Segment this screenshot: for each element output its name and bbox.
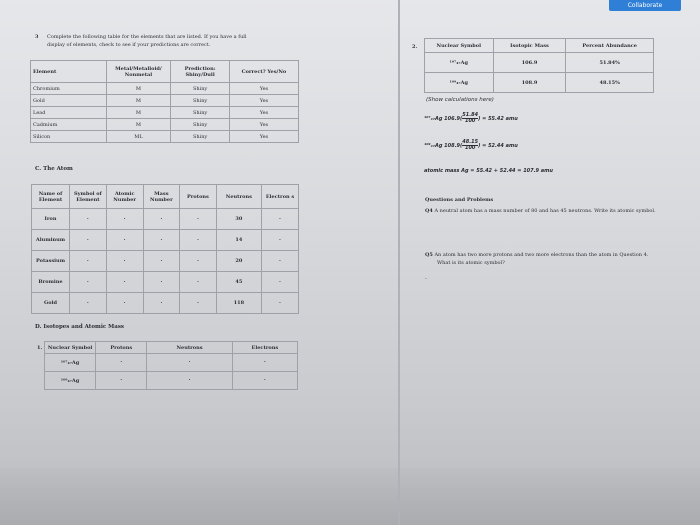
- q3-cell: Gold: [31, 95, 107, 107]
- q5-text-line1: An atom has two more protons and two more electrons than the atom in Question 4.: [434, 252, 649, 258]
- q5-text-line2: What is its atomic symbol?: [437, 260, 505, 266]
- isotope-protons-cell[interactable]: ·: [96, 372, 147, 390]
- atom-element-name: Iron: [32, 209, 70, 230]
- q3-cell: Chromium: [31, 83, 107, 95]
- q3-header-element: Element: [31, 61, 107, 83]
- table-row: [31, 83, 299, 95]
- atomic-number-cell[interactable]: ·: [106, 209, 143, 230]
- table-row: [425, 73, 654, 93]
- questions-title: Questions and Problems: [425, 197, 494, 203]
- mass-number-cell[interactable]: ·: [143, 251, 180, 272]
- protons-cell[interactable]: ·: [180, 293, 217, 314]
- electrons-cell[interactable]: ·: [262, 209, 299, 230]
- atom-header: Protons: [180, 185, 217, 209]
- q3-header-type: Metal/Metalloid/ Nonmetal: [106, 61, 171, 83]
- q3-instructions-line1: Complete the following table for the elements that are listed. If you have a full: [47, 34, 247, 40]
- q3-cell: M: [106, 119, 171, 131]
- isotope-electrons-cell[interactable]: ·: [232, 354, 297, 372]
- table-row: [32, 272, 299, 293]
- table-row: [31, 119, 299, 131]
- mass-number-cell[interactable]: ·: [143, 272, 180, 293]
- calc2-symbol: ¹⁰⁹₄₇Ag: [424, 143, 443, 149]
- section-c-title: C. The Atom: [35, 166, 73, 172]
- isotope-symbol: ¹⁰⁷₄₇Ag: [45, 354, 96, 372]
- symbol-cell[interactable]: ·: [70, 272, 107, 293]
- q5-label: Q5: [425, 252, 433, 258]
- q5-row: [425, 252, 648, 258]
- neutrons-cell: 30: [216, 209, 261, 230]
- q2-cell: ¹⁰⁷₄₇Ag: [425, 53, 494, 73]
- protons-cell[interactable]: ·: [180, 230, 217, 251]
- atomic-mass-line: atomic mass Ag = 55.42 + 52.44 = 107.9 amu: [424, 168, 553, 174]
- q3-cell: Lead: [31, 107, 107, 119]
- atom-table: [31, 184, 299, 314]
- atomic-number-cell[interactable]: ·: [106, 293, 143, 314]
- calc1-fraction-denominator: 100: [464, 118, 476, 124]
- q2-header: Isotopic Mass: [493, 39, 566, 53]
- calc1-symbol: ¹⁰⁷₄₇Ag: [424, 116, 443, 122]
- electrons-cell[interactable]: ·: [262, 293, 299, 314]
- atom-header: Electron s: [262, 185, 299, 209]
- atom-header: Atomic Number: [106, 185, 143, 209]
- q3-header-correct: Correct? Yes/No: [229, 61, 298, 83]
- q3-cell: Yes: [229, 83, 298, 95]
- q2-cell: 48.15%: [566, 73, 654, 93]
- q2-cell: 106.9: [493, 53, 566, 73]
- q3-cell: Yes: [229, 107, 298, 119]
- mass-number-cell[interactable]: ·: [143, 209, 180, 230]
- isotope-header: Nuclear Symbol: [45, 342, 96, 354]
- q3-header-prediction: Prediction: Shiny/Dull: [171, 61, 229, 83]
- atom-element-name: Potassium: [32, 251, 70, 272]
- calc2-mass: 108.9: [444, 143, 460, 149]
- collaborate-button[interactable]: Collaborate: [609, 0, 681, 11]
- q4-label: Q4: [425, 208, 433, 214]
- q3-cell: Shiny: [171, 131, 229, 143]
- table-row: [32, 230, 299, 251]
- atom-header: Mass Number: [143, 185, 180, 209]
- page-divider: [398, 0, 400, 525]
- atom-header: Neutrons: [216, 185, 261, 209]
- section-d-title: D. Isotopes and Atomic Mass: [35, 324, 125, 330]
- calc2-fraction-numerator: 48.15: [462, 139, 479, 145]
- atom-header: Name of Element: [32, 185, 70, 209]
- q4-text: A neutral atom has a mass number of 80 and has 45 neutrons. Write its atomic symbol.: [434, 208, 656, 214]
- page-bottom-edge: [0, 468, 700, 525]
- neutrons-cell: 14: [216, 230, 261, 251]
- calc-note: (Show calculations here): [426, 97, 494, 103]
- atom-element-name: Aluminum: [32, 230, 70, 251]
- table-row: [45, 372, 298, 390]
- q2-cell: 51.84%: [566, 53, 654, 73]
- symbol-cell[interactable]: ·: [70, 230, 107, 251]
- q3-cell: M: [106, 83, 171, 95]
- q3-number: 3: [35, 34, 39, 40]
- protons-cell[interactable]: ·: [180, 251, 217, 272]
- isotope-symbol: ¹⁰⁹₄₇Ag: [45, 372, 96, 390]
- q3-cell: Shiny: [171, 119, 229, 131]
- symbol-cell[interactable]: ·: [70, 251, 107, 272]
- atom-header: Symbol of Element: [70, 185, 107, 209]
- table-row: [31, 131, 299, 143]
- table-row: [31, 107, 299, 119]
- isotope-table: [44, 341, 298, 390]
- q3-cell: M: [106, 107, 171, 119]
- isotope-neutrons-cell[interactable]: ·: [147, 372, 232, 390]
- q3-cell: ML: [106, 131, 171, 143]
- isotope-protons-cell[interactable]: ·: [96, 354, 147, 372]
- q3-cell: M: [106, 95, 171, 107]
- q3-cell: Yes: [229, 131, 298, 143]
- calc1-line: ¹⁰⁷₄₇Ag 106.9( $\frac{51.84}{100}$ ) = 55.42 amu: [424, 112, 518, 124]
- atom-element-name: Gold: [32, 293, 70, 314]
- q3-cell: Yes: [229, 119, 298, 131]
- symbol-cell[interactable]: ·: [70, 293, 107, 314]
- q3-table: [30, 60, 299, 143]
- q3-cell: Shiny: [171, 107, 229, 119]
- mass-number-cell[interactable]: ·: [143, 293, 180, 314]
- electrons-cell[interactable]: ·: [262, 230, 299, 251]
- calc1-fraction-numerator: 51.84: [462, 112, 479, 118]
- q2-number: 2.: [412, 44, 418, 50]
- atomic-number-cell[interactable]: ·: [106, 230, 143, 251]
- isotope-header: Neutrons: [147, 342, 232, 354]
- protons-cell[interactable]: ·: [180, 209, 217, 230]
- q4-row: [425, 208, 656, 214]
- q3-instructions-line2: display of elements, check to see if your predictions are correct.: [47, 42, 211, 48]
- isotope-header: Electrons: [232, 342, 297, 354]
- atom-element-name: Bromine: [32, 272, 70, 293]
- table-row: [32, 209, 299, 230]
- atomic-number-cell[interactable]: ·: [106, 272, 143, 293]
- protons-cell[interactable]: ·: [180, 272, 217, 293]
- table-row: [425, 53, 654, 73]
- q2-cell: 108.9: [493, 73, 566, 93]
- isotope-header: Protons: [96, 342, 147, 354]
- q2-header: Percent Abundance: [566, 39, 654, 53]
- calc1-result: = 55.42 amu: [482, 116, 518, 122]
- q2-cell: ¹⁰⁹₄₇Ag: [425, 73, 494, 93]
- calc2-result: = 52.44 amu: [482, 143, 518, 149]
- q3-cell: Silicon: [31, 131, 107, 143]
- table-row: [45, 354, 298, 372]
- isotope-electrons-cell[interactable]: ·: [232, 372, 297, 390]
- electrons-cell[interactable]: ·: [262, 251, 299, 272]
- q3-cell: Yes: [229, 95, 298, 107]
- q3-cell: Shiny: [171, 83, 229, 95]
- q2-table: [424, 38, 654, 93]
- q2-header: Nuclear Symbol: [425, 39, 494, 53]
- table-row: [32, 251, 299, 272]
- calc2-fraction-denominator: 100: [464, 145, 476, 151]
- neutrons-cell: 20: [216, 251, 261, 272]
- neutrons-cell: 118: [216, 293, 261, 314]
- q3-cell: Cadmium: [31, 119, 107, 131]
- calc2-line: ¹⁰⁹₄₇Ag 108.9( $\frac{48.15}{100}$ ) = 52.44 amu: [424, 139, 518, 151]
- symbol-cell[interactable]: ·: [70, 209, 107, 230]
- atomic-number-cell[interactable]: ·: [106, 251, 143, 272]
- table-row: [32, 293, 299, 314]
- section-d-question-number: 1.: [37, 345, 43, 351]
- table-row: [31, 95, 299, 107]
- calc1-mass: 106.9: [444, 116, 460, 122]
- isotope-neutrons-cell[interactable]: ·: [147, 354, 232, 372]
- mass-number-cell[interactable]: ·: [143, 230, 180, 251]
- q3-cell: Shiny: [171, 95, 229, 107]
- text-cursor[interactable]: ·: [425, 276, 427, 283]
- neutrons-cell: 45: [216, 272, 261, 293]
- electrons-cell[interactable]: ·: [262, 272, 299, 293]
